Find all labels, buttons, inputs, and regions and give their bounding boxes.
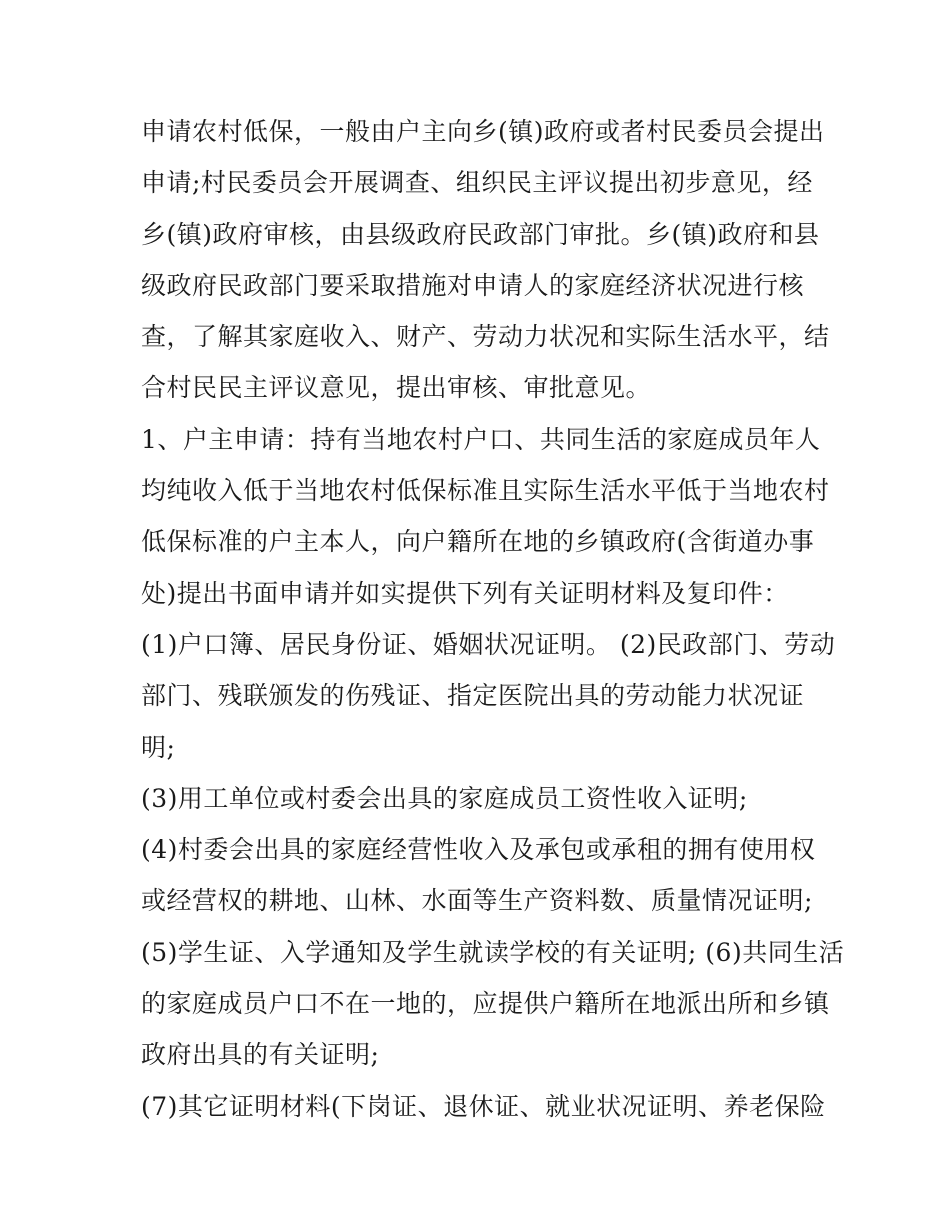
text-line: 申请;村民委员会开展调查、组织民主评议提出初步意见，经 <box>141 168 813 198</box>
text-line: 部门、残联颁发的伤残证、指定医院出具的劳动能力状况证 <box>141 681 805 711</box>
text-line: (1)户口簿、居民身份证、婚姻状况证明。 (2)民政部门、劳动 <box>141 629 836 659</box>
text-line: (4)村委会出具的家庭经营性收入及承包或承租的拥有使用权 <box>141 835 816 865</box>
text-line: 合村民民主评议意见，提出审核、审批意见。 <box>141 373 652 403</box>
text-line: 1、户主申请：持有当地农村户口、共同生活的家庭成员年人 <box>141 424 821 454</box>
document-body <box>141 106 845 1132</box>
text-line: 处)提出书面申请并如实提供下列有关证明材料及复印件： <box>141 578 789 608</box>
text-line: 低保标准的户主本人，向户籍所在地的乡镇政府(含街道办事 <box>141 527 815 557</box>
text-line: 政府出具的有关证明; <box>141 1040 380 1070</box>
text-line: 查，了解其家庭收入、财产、劳动力状况和实际生活水平，结 <box>141 322 830 352</box>
text-line: 乡(镇)政府审核，由县级政府民政部门审批。乡(镇)政府和县 <box>141 219 820 249</box>
text-line: (7)其它证明材料(下岗证、退休证、就业状况证明、养老保险 <box>141 1091 826 1121</box>
text-line: 明; <box>141 732 176 762</box>
text-line: 申请农村低保，一般由户主向乡(镇)政府或者村民委员会提出 <box>141 117 825 146</box>
text-line: (3)用工单位或村委会出具的家庭成员工资性收入证明; <box>141 783 748 813</box>
text-line: 或经营权的耕地、山林、水面等生产资料数、质量情况证明; <box>141 886 813 916</box>
text-line: (5)学生证、入学通知及学生就读学校的有关证明; (6)共同生活 <box>141 937 845 967</box>
text-line: 均纯收入低于当地农村低保标准且实际生活水平低于当地农村 <box>141 476 830 506</box>
text-line: 级政府民政部门要采取措施对申请人的家庭经济状况进行核 <box>141 270 805 300</box>
text-line: 的家庭成员户口不在一地的，应提供户籍所在地派出所和乡镇 <box>141 989 830 1019</box>
